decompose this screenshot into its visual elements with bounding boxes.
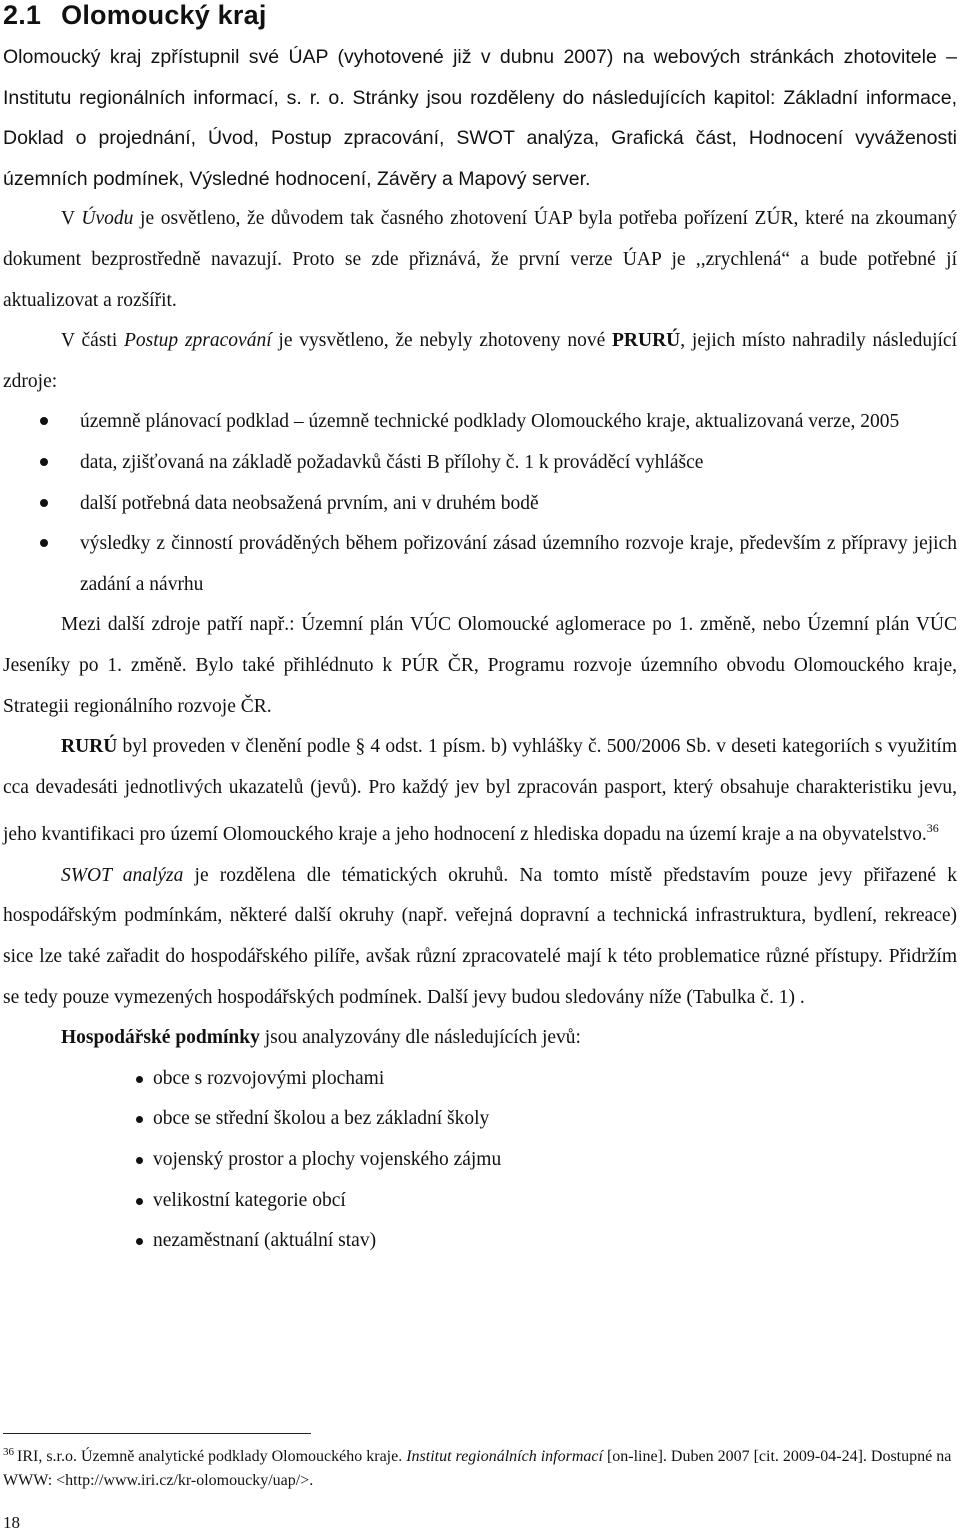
paragraph-uvod: [3, 199, 957, 321]
section-heading: [3, 0, 267, 31]
sources-list: [3, 402, 957, 605]
text-run: jsou analyzovány dle následujících jevů:: [259, 1027, 581, 1049]
list-item: obce se střední školou a bez základní školy: [3, 1099, 957, 1140]
phenomena-list: [3, 1059, 957, 1262]
list-item: obce s rozvojovými plochami: [3, 1059, 957, 1100]
paragraph-swot: [3, 856, 957, 1018]
text-run: je vysvětleno, že nebyly zhotoveny nové: [271, 330, 612, 352]
text-run: je osvětleno, že důvodem tak časného zhotovení ÚAP byla potřeba pořízení ZÚR, které na zkoumaný dokument bezprostředně navazují. Proto se zde přiznává, že první verze ÚAP je ,,zrychlená“ a bude potřebné jí aktualizovat a rozšířit.: [3, 208, 957, 311]
bold-ruru: RURÚ: [61, 736, 118, 758]
list-item: výsledky z činností prováděných během pořizování zásad územního rozvoje kraje, především z přípravy jejich zadání a návrhu: [3, 524, 957, 605]
text-run: IRI, s.r.o. Územně analytické podklady Olomouckého kraje.: [17, 1448, 407, 1465]
bold-prurU: PRURÚ: [612, 330, 681, 352]
emphasis-swot: SWOT analýza: [61, 864, 184, 886]
footnote-number: 36: [3, 1446, 14, 1458]
paragraph-other-sources: Mezi další zdroje patří např.: Územní plán VÚC Olomoucké aglomerace po 1. změně, nebo Územní plán VÚC Jeseníky po 1. změně. Bylo také přihlédnuto k PÚR ČR, Programu rozvoje územního obvodu Olomouckého kraje, Strategii regionálního rozvoje ČR.: [3, 614, 957, 717]
text-run: V: [61, 208, 82, 230]
paragraph-postup: [3, 321, 957, 402]
section-number: 2.1: [3, 0, 42, 30]
list-item: nezaměstnaní (aktuální stav): [3, 1221, 957, 1262]
bold-economic: Hospodářské podmínky: [61, 1027, 260, 1049]
text-run: , jejich místo nahradily následující zdroje:: [3, 330, 957, 392]
page-number: 18: [3, 1513, 20, 1532]
list-item: územně plánovací podklad – územně technické podklady Olomouckého kraje, aktualizovaná verze, 2005: [3, 402, 957, 443]
text-run: V části: [61, 330, 125, 352]
list-item: data, zjišťovaná na základě požadavků části B přílohy č. 1 k prováděcí vyhlášce: [3, 443, 957, 484]
text-run: [on-line]. Duben 2007 [cit. 2009-04-24]. Dostupné na WWW: <http://www.iri.cz/kr-olomoucky/uap/>.: [3, 1448, 952, 1489]
footnote-reference[interactable]: 36: [926, 821, 939, 836]
footnote-emphasis: Institut regionálních informací: [406, 1448, 603, 1465]
emphasis-postup: Postup zpracování: [124, 330, 272, 352]
emphasis-uvod: Úvodu: [81, 208, 134, 230]
paragraph-intro: Olomoucký kraj zpřístupnil své ÚAP (vyhotovené již v dubnu 2007) na webových stránkách zhotovitele – Institutu regionálních informací, s. r. o. Stránky jsou rozděleny do následujících kapitol: Základní informace, Doklad o projednání, Úvod, Postup zpracování, SWOT analýza, Grafická část, Hodnocení vyváženosti územních podmínek, Výsledné hodnocení, Závěry a Mapový server.: [3, 46, 957, 190]
list-item: vojenský prostor a plochy vojenského zájmu: [3, 1140, 957, 1181]
footnote: [3, 1440, 953, 1493]
list-item: velikostní kategorie obcí: [3, 1181, 957, 1222]
section-title: Olomoucký kraj: [61, 0, 267, 30]
text-run: byl proveden v členění podle § 4 odst. 1 písm. b) vyhlášky č. 500/2006 Sb. v deseti kategoriích s využitím cca devadesáti jednotlivých ukazatelů (jevů). Pro každý jev byl zpracován pasport, který obsahuje charakteristiku jevu, jeho kvantifikaci pro území Olomouckého kraje a jeho hodnocení z hlediska dopadu na území kraje a na obyvatelstvo.: [3, 736, 957, 846]
list-item: další potřebná data neobsažená prvním, ani v druhém bodě: [3, 484, 957, 525]
document-body: [3, 37, 957, 1262]
footnote-divider: [3, 1433, 311, 1434]
paragraph-ruru: [3, 727, 957, 856]
text-run: je rozdělena dle tématických okruhů. Na tomto místě představím pouze jevy přiřazené k hospodářským podmínkám, některé další okruhy (např. veřejná dopravní a technická infrastruktura, bydlení, rekreace) sice lze také zařadit do hospodářského pilíře, avšak různí zpracovatelé mají k této problematice různé přístupy. Přidržím se tedy pouze vymezených hospodářských podmínek. Další jevy budou sledovány níže (Tabulka č. 1) .: [3, 864, 957, 1008]
paragraph-economic: [3, 1018, 957, 1059]
